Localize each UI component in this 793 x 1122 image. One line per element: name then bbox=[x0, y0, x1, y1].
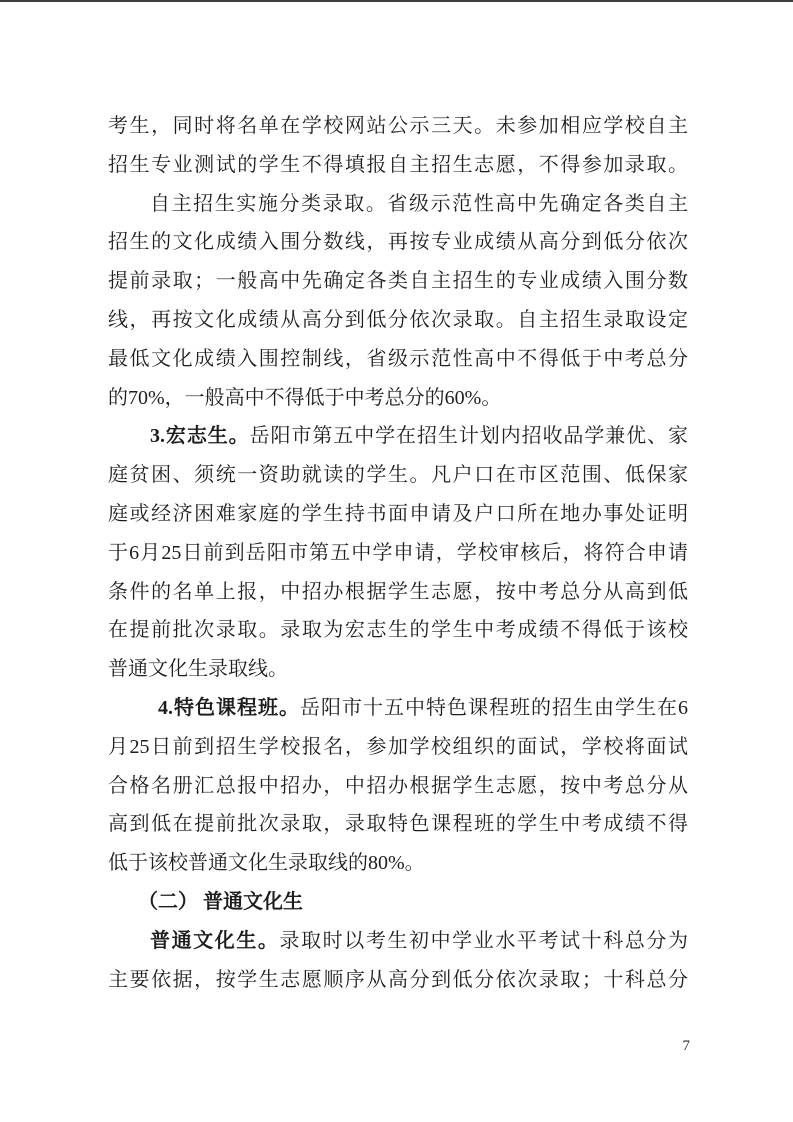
body-line: 合格名册汇总报中招办，中招办根据学生志愿，按中考总分从 bbox=[108, 774, 688, 797]
body-line: 的70%，一般高中不得低于中考总分的60%。 bbox=[108, 386, 502, 409]
body-line: 条件的名单上报，中招办根据学生志愿，按中考总分从高到低 bbox=[108, 580, 688, 603]
body-line: 月25日前到招生学校报名，参加学校组织的面试，学校将面试 bbox=[108, 735, 688, 758]
body-line: 自主招生实施分类录取。省级示范性高中先确定各类自主 bbox=[150, 192, 688, 215]
body-line: 在提前批次录取。录取为宏志生的学生中考成绩不得低于该校 bbox=[108, 619, 688, 642]
line-text: 岳阳市十五中特色课程班的招生由学生在6 bbox=[300, 696, 688, 719]
body-line: 普通文化生录取线。 bbox=[108, 658, 288, 681]
body-line: 提前录取；一般高中先确定各类自主招生的专业成绩入围分数 bbox=[108, 270, 688, 293]
body-line: 主要依据，按学生志愿顺序从高分到低分依次录取；十科总分 bbox=[108, 968, 688, 991]
page-footer bbox=[0, 1037, 690, 1055]
body-line bbox=[108, 417, 688, 456]
body-line: 招生专业测试的学生不得填报自主招生志愿，不得参加录取。 bbox=[108, 153, 688, 176]
line-text: 录取时以考生初中学业水平考试十科总分为 bbox=[279, 929, 688, 952]
numbered-item-lead: 3.宏志生。 bbox=[150, 425, 250, 448]
body-line: 高到低在提前批次录取，录取特色课程班的学生中考成绩不得 bbox=[108, 813, 688, 836]
line-text: 岳阳市第五中学在招生计划内招收品学兼优、家 bbox=[249, 425, 689, 448]
page-number: 7 bbox=[682, 1038, 690, 1054]
page-top-border bbox=[0, 0, 793, 2]
document-body bbox=[108, 107, 688, 999]
body-line bbox=[108, 922, 688, 961]
numbered-item-lead: 4.特色课程班。 bbox=[158, 696, 300, 719]
term-lead: 普通文化生。 bbox=[150, 929, 280, 952]
body-line: 于6月25日前到岳阳市第五中学申请，学校审核后，将符合申请 bbox=[108, 541, 688, 564]
body-line: 招生的文化成绩入围分数线，再按专业成绩从高分到低分依次 bbox=[108, 231, 688, 254]
body-line: 低于该校普通文化生录取线的80%。 bbox=[108, 852, 425, 875]
body-line bbox=[108, 689, 688, 728]
body-line: 庭贫困、须统一资助就读的学生。凡户口在市区范围、低保家 bbox=[108, 464, 688, 487]
body-line: 考生，同时将名单在学校网站公示三天。未参加相应学校自主 bbox=[108, 115, 688, 137]
section-heading: （二） 普通文化生 bbox=[138, 890, 303, 913]
body-line: 线，再按文化成绩从高分到低分依次录取。自主招生录取设定 bbox=[108, 308, 688, 331]
body-line: 最低文化成绩入围控制线，省级示范性高中不得低于中考总分 bbox=[108, 347, 688, 370]
body-line: 庭或经济困难家庭的学生持书面申请及户口所在地办事处证明 bbox=[108, 502, 688, 525]
